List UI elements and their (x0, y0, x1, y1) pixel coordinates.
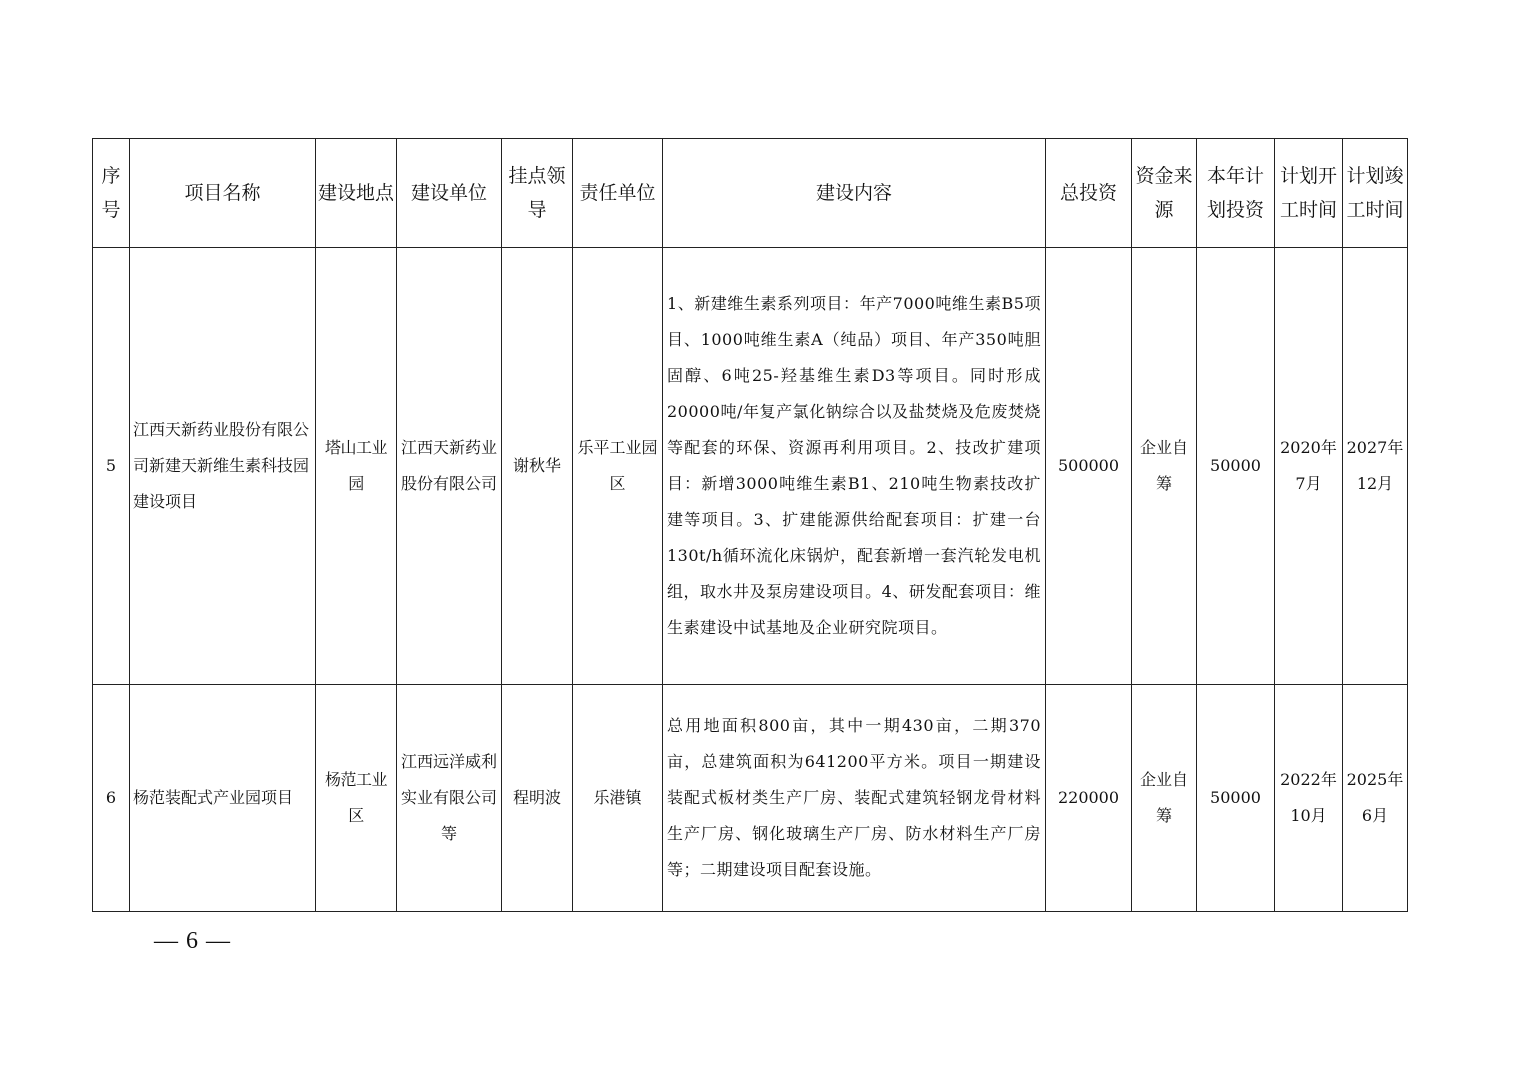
cell-builder: 江西远洋威利实业有限公司等 (397, 685, 502, 912)
cell-content: 1、新建维生素系列项目：年产7000吨维生素B5项目、1000吨维生素A（纯品）项目、年产350吨胆固醇、6吨25-羟基维生素D3等项目。同时形成20000吨/年复产氯化钠综合以及盐焚烧及危废焚烧等配套的环保、资源再利用项目。2、技改扩建项目：新增3000吨维生素B1、210吨生物素技改扩建等项目。3、扩建能源供给配套项目：扩建一台130t/h循环流化床锅炉，配套新增一套汽轮发电机组，取水井及泵房建设项目。4、研发配套项目：维生素建设中试基地及企业研究院项目。 (663, 248, 1046, 685)
cell-fund-source: 企业自筹 (1132, 685, 1197, 912)
table-row (93, 685, 1408, 912)
cell-leader: 谢秋华 (502, 248, 573, 685)
header-fund-source: 资金来源 (1132, 139, 1197, 248)
header-responsible: 责任单位 (573, 139, 663, 248)
cell-name: 江西天新药业股份有限公司新建天新维生素科技园建设项目 (130, 248, 316, 685)
cell-total-investment: 220000 (1046, 685, 1132, 912)
cell-name: 杨范装配式产业园项目 (130, 685, 316, 912)
cell-total-investment: 500000 (1046, 248, 1132, 685)
page-number: — 6 — (154, 928, 231, 954)
header-leader: 挂点领导 (502, 139, 573, 248)
header-location: 建设地点 (316, 139, 397, 248)
header-total-investment: 总投资 (1046, 139, 1132, 248)
cell-fund-source: 企业自筹 (1132, 248, 1197, 685)
cell-start-time: 2022年10月 (1275, 685, 1343, 912)
cell-end-time: 2027年12月 (1343, 248, 1408, 685)
cell-end-time: 2025年6月 (1343, 685, 1408, 912)
cell-leader: 程明波 (502, 685, 573, 912)
cell-annual-investment: 50000 (1197, 685, 1275, 912)
header-annual-investment: 本年计划投资 (1197, 139, 1275, 248)
cell-start-time: 2020年7月 (1275, 248, 1343, 685)
cell-seq: 5 (93, 248, 130, 685)
header-seq: 序号 (93, 139, 130, 248)
table-row (93, 248, 1408, 685)
cell-seq: 6 (93, 685, 130, 912)
cell-responsible: 乐港镇 (573, 685, 663, 912)
cell-builder: 江西天新药业股份有限公司 (397, 248, 502, 685)
cell-annual-investment: 50000 (1197, 248, 1275, 685)
cell-location: 杨范工业区 (316, 685, 397, 912)
header-builder: 建设单位 (397, 139, 502, 248)
table-header-row (93, 139, 1408, 248)
header-end-time: 计划竣工时间 (1343, 139, 1408, 248)
header-name: 项目名称 (130, 139, 316, 248)
cell-responsible: 乐平工业园区 (573, 248, 663, 685)
header-start-time: 计划开工时间 (1275, 139, 1343, 248)
project-table (92, 138, 1408, 912)
cell-location: 塔山工业园 (316, 248, 397, 685)
cell-content: 总用地面积800亩，其中一期430亩，二期370亩，总建筑面积为641200平方米。项目一期建设装配式板材类生产厂房、装配式建筑轻钢龙骨材料生产厂房、钢化玻璃生产厂房、防水材料生产厂房等；二期建设项目配套设施。 (663, 685, 1046, 912)
header-content: 建设内容 (663, 139, 1046, 248)
